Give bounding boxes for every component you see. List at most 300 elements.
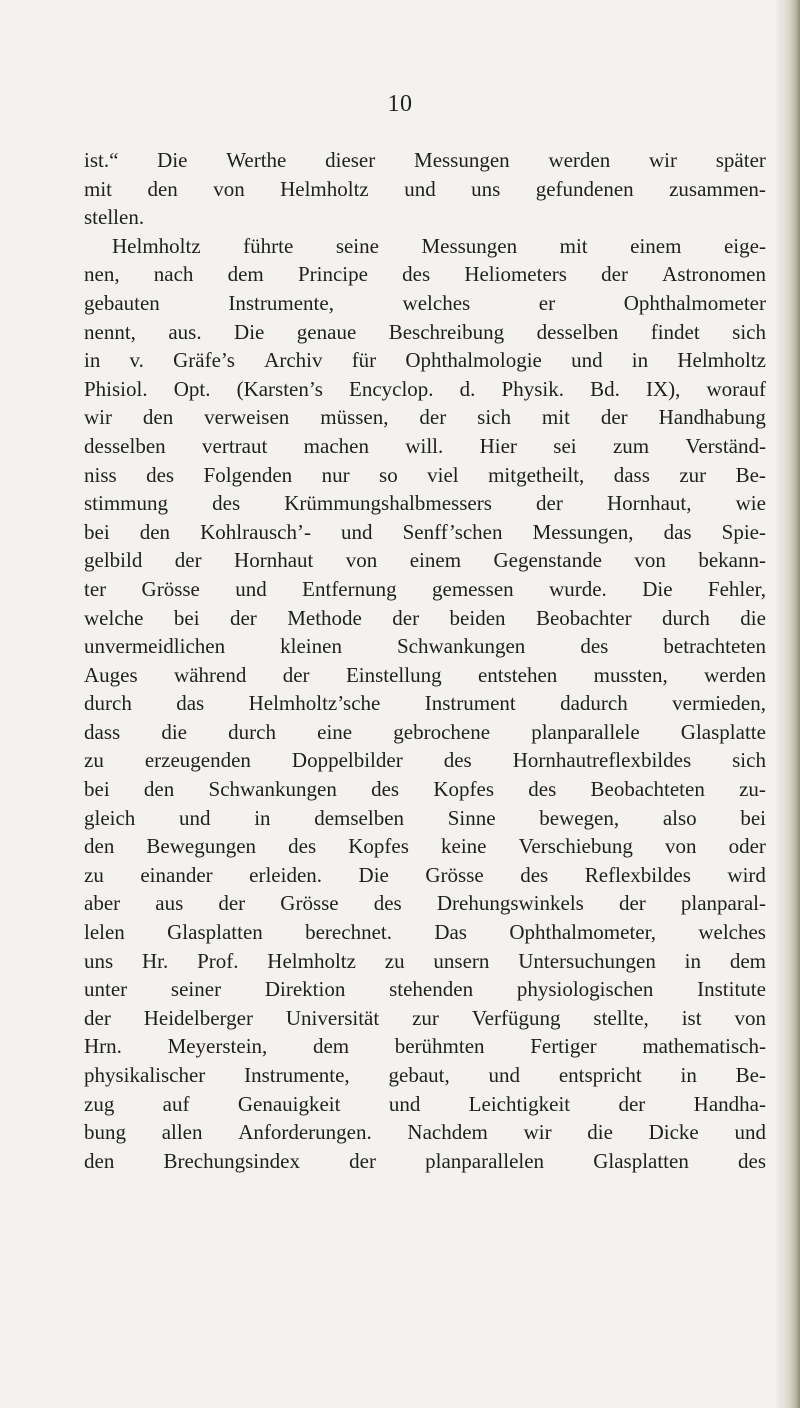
word: Astronomen: [662, 262, 766, 287]
word: Archiv: [264, 348, 323, 373]
text-line: [84, 1090, 766, 1119]
word: er: [538, 290, 556, 315]
word: führte: [243, 233, 294, 258]
text-line: [84, 804, 766, 833]
word: der: [536, 491, 563, 516]
text-line: [84, 832, 766, 861]
word: Messungen,: [532, 519, 634, 544]
word: für: [351, 348, 377, 373]
text-line: [84, 604, 766, 633]
word: Die: [157, 148, 188, 172]
text-line: [84, 632, 766, 661]
text-line: [84, 661, 766, 690]
word: Drehungswinkels: [436, 891, 584, 916]
word: Ophthalmometer: [623, 290, 766, 315]
word: bekann-: [698, 548, 766, 573]
word: Direktion: [264, 977, 346, 1002]
word: wird: [727, 862, 766, 887]
word: mit: [541, 405, 570, 430]
word: gemessen: [432, 576, 514, 601]
word: zur: [412, 1005, 439, 1030]
word: die: [587, 1120, 613, 1145]
word: Hornhautreflexbildes: [512, 748, 692, 773]
word: der: [84, 1005, 111, 1030]
word: physiologischen: [516, 977, 654, 1002]
word: Grösse: [425, 862, 484, 887]
word: Leichtigkeit: [468, 1091, 571, 1116]
word: verweisen: [204, 405, 290, 430]
word: mitgetheilt,: [488, 462, 585, 487]
word: entspricht: [558, 1063, 642, 1087]
word: mussten,: [593, 662, 668, 687]
word: Kohlrausch’-: [200, 519, 311, 544]
word: entstehen: [477, 662, 558, 687]
word: Meyerstein,: [167, 1034, 268, 1059]
word: viel: [427, 462, 459, 487]
word: den: [84, 1148, 115, 1173]
word: des: [738, 1148, 766, 1173]
word: Grösse: [280, 891, 339, 916]
word: Physik.: [501, 376, 564, 401]
word: planparallele: [531, 719, 640, 744]
body-text: [84, 146, 766, 1175]
word: Hr.: [142, 948, 169, 973]
text-line: [84, 403, 766, 432]
word: Beobachter: [535, 605, 632, 630]
word: gefundenen: [535, 176, 634, 201]
word: Helmholtz’sche: [248, 691, 381, 716]
word: den: [139, 519, 171, 544]
word: die: [740, 605, 766, 630]
word: des: [520, 862, 549, 887]
word: der: [419, 405, 447, 430]
word: lelen: [84, 920, 125, 945]
word: müssen,: [320, 405, 389, 430]
word: der: [600, 405, 628, 430]
word: und: [235, 576, 267, 601]
word: Helmholtz: [267, 948, 356, 973]
word: Encyclop.: [349, 376, 434, 401]
word: Reflexbildes: [584, 862, 691, 887]
word: Helmholtz: [677, 348, 766, 373]
word: berühmten: [394, 1034, 485, 1059]
word: Opt.: [173, 376, 211, 401]
word: gleich: [84, 805, 136, 830]
word: zu: [84, 862, 104, 887]
word: allen: [161, 1120, 203, 1145]
word: der: [618, 891, 646, 916]
word: wie: [735, 491, 766, 516]
text-line: [84, 975, 766, 1004]
word: bei: [84, 777, 110, 802]
text-line: [84, 947, 766, 976]
word: sich: [732, 319, 766, 344]
word: den: [143, 777, 175, 802]
word: Messungen: [421, 233, 518, 258]
word: Krümmungshalbmessers: [284, 491, 492, 516]
word: Glasplatte: [680, 719, 766, 744]
page-edge: [782, 0, 800, 1408]
word: seiner: [170, 977, 222, 1002]
word: gelbild: [84, 548, 143, 573]
word: dem: [312, 1034, 350, 1059]
word: einem: [630, 233, 682, 258]
word: IX),: [645, 376, 681, 401]
word: mathematisch-: [642, 1034, 766, 1059]
text-line: [84, 432, 766, 461]
word: und: [734, 1120, 766, 1145]
word: Einstellung: [345, 662, 442, 687]
word: keine: [441, 834, 487, 859]
word: Dicke: [648, 1120, 699, 1145]
word: v.: [129, 348, 144, 373]
word: Helmholtz: [280, 176, 369, 201]
word: planparal-: [680, 891, 766, 916]
word: Werthe: [226, 148, 287, 172]
word: berechnet.: [305, 920, 392, 945]
word: bung: [84, 1120, 126, 1145]
word: zum: [612, 433, 650, 458]
word: dadurch: [560, 691, 628, 716]
word: d.: [459, 376, 476, 401]
word: ist.“: [84, 148, 119, 172]
text-line: [84, 918, 766, 947]
text-line: [84, 260, 766, 289]
word: dass: [613, 462, 650, 487]
word: zur: [679, 462, 707, 487]
word: Methode: [287, 605, 362, 630]
word: Ophthalmologie: [405, 348, 542, 373]
text-line: [84, 1147, 766, 1176]
word: wurde.: [549, 576, 607, 601]
word: von: [664, 834, 697, 859]
word: sich: [732, 748, 766, 773]
word: von: [634, 548, 666, 573]
word: und: [341, 519, 373, 544]
word: gebrochene: [393, 719, 491, 744]
word: mit: [559, 233, 588, 258]
word: die: [161, 719, 187, 744]
word: der: [618, 1091, 646, 1116]
word: Verständ-: [685, 433, 766, 458]
word: in: [680, 1063, 697, 1087]
word: ter: [84, 576, 107, 601]
word: von: [345, 548, 378, 573]
word: so: [379, 462, 398, 487]
word: dass: [84, 719, 121, 744]
word: worauf: [706, 376, 766, 401]
word: Hornhaut: [234, 548, 314, 573]
word: Phisiol.: [84, 376, 148, 401]
word: Hornhaut,: [606, 491, 692, 516]
word: beiden: [449, 605, 506, 630]
word: Bd.: [590, 376, 620, 401]
word: Institute: [697, 977, 766, 1002]
page-number: 10: [387, 91, 413, 117]
word: Glasplatten: [593, 1148, 689, 1173]
word: der: [392, 605, 420, 630]
text-line: [84, 375, 766, 404]
word: bewegen,: [539, 805, 620, 830]
word: stimmung: [84, 491, 169, 516]
word: während: [174, 662, 247, 687]
word: aus.: [168, 319, 202, 344]
word: Fehler,: [707, 576, 766, 601]
word: Sinne: [447, 805, 496, 830]
word: welches: [698, 920, 766, 945]
word: zu: [84, 748, 104, 773]
word: physikalischer: [84, 1063, 206, 1087]
word: aber: [84, 891, 121, 916]
word: Beschreibung: [388, 319, 505, 344]
word: den: [147, 176, 178, 201]
word: und: [179, 805, 211, 830]
word: Universität: [285, 1005, 380, 1030]
word: aus: [155, 891, 184, 916]
word: Principe: [297, 262, 368, 287]
word: durch: [84, 691, 132, 716]
word: Beobachteten: [590, 777, 705, 802]
word: und: [404, 176, 436, 201]
word: Glasplatten: [167, 920, 263, 945]
word: das: [663, 519, 692, 544]
word: mit: [84, 176, 113, 201]
word: vermieden,: [672, 691, 766, 716]
word: des: [288, 834, 317, 859]
word: sich: [477, 405, 511, 430]
text-line: [84, 232, 766, 261]
word: bei: [740, 805, 766, 830]
word: zug: [84, 1091, 115, 1116]
word: Instrumente,: [228, 290, 334, 315]
word: machen: [303, 433, 369, 458]
word: will.: [405, 433, 444, 458]
text-line: [84, 689, 766, 718]
word: dem: [729, 948, 766, 973]
word: Be-: [735, 1063, 766, 1087]
word: in: [631, 348, 649, 373]
word: Brechungsindex: [163, 1148, 300, 1173]
word: eige-: [723, 233, 766, 258]
word: Gräfe’s: [173, 348, 235, 373]
word: der: [218, 891, 246, 916]
word: von: [734, 1005, 766, 1030]
word: vertraut: [202, 433, 268, 458]
word: von: [213, 176, 245, 201]
word: und: [488, 1063, 521, 1087]
word: des: [443, 748, 472, 773]
word: auf: [162, 1091, 190, 1116]
word: stehenden: [389, 977, 474, 1002]
text-line: [84, 861, 766, 890]
word: Verschiebung: [518, 834, 633, 859]
word: unsern: [433, 948, 490, 973]
text-line: [84, 775, 766, 804]
word: Entfernung: [302, 576, 397, 601]
word: bei: [173, 605, 200, 630]
word: des: [528, 777, 557, 802]
text-line: [84, 746, 766, 775]
word: Verfügung: [471, 1005, 561, 1030]
text-line: [84, 1118, 766, 1147]
word: durch: [662, 605, 710, 630]
word: durch: [228, 719, 276, 744]
word: Ophthalmometer,: [509, 920, 657, 945]
word: stellte,: [593, 1005, 649, 1030]
word: und: [571, 348, 603, 373]
word: genaue: [296, 319, 357, 344]
text-line: [84, 546, 766, 575]
word: also: [662, 805, 697, 830]
word: der: [282, 662, 310, 687]
word: bei: [84, 519, 110, 544]
word: unvermeidlichen: [84, 634, 226, 659]
word: niss: [84, 462, 117, 487]
text-line: [84, 1061, 766, 1090]
word: des: [212, 491, 241, 516]
word: Handha-: [693, 1091, 766, 1116]
word: später: [715, 148, 766, 172]
word: Messungen: [414, 148, 510, 172]
word: in: [254, 805, 271, 830]
word: gebaut,: [388, 1063, 450, 1087]
word: der: [349, 1148, 376, 1173]
word: des: [580, 634, 609, 659]
text-line: [84, 318, 766, 347]
word: des: [146, 462, 175, 487]
word: Heidelberger: [143, 1005, 253, 1030]
word: Prof.: [197, 948, 239, 973]
word: des: [371, 777, 400, 802]
word: Be-: [735, 462, 766, 487]
word: Instrumente,: [244, 1063, 350, 1087]
word: gebauten: [84, 290, 160, 315]
word: (Karsten’s: [236, 376, 323, 401]
word: werden: [548, 148, 611, 172]
word: Senff’schen: [402, 519, 503, 544]
word: dem: [227, 262, 264, 287]
word: Schwankungen: [397, 634, 526, 659]
word: demselben: [314, 805, 405, 830]
text-line: [84, 518, 766, 547]
word: Anforderungen.: [238, 1120, 372, 1145]
word: uns: [84, 948, 114, 973]
word: Folgenden: [203, 462, 293, 487]
text-line: [84, 175, 766, 204]
word: den: [84, 834, 115, 859]
text-line: stellen.: [84, 205, 145, 230]
word: einem: [409, 548, 462, 573]
word: einander: [140, 862, 213, 887]
word: unter: [84, 977, 128, 1002]
word: Instrument: [424, 691, 516, 716]
word: Hier: [479, 433, 517, 458]
word: wir: [649, 148, 677, 172]
word: dieser: [325, 148, 376, 172]
word: Kopfes: [433, 777, 495, 802]
word: betrachteten: [663, 634, 766, 659]
text-line: [84, 461, 766, 490]
word: Bewegungen: [146, 834, 257, 859]
word: Spie-: [721, 519, 766, 544]
word: desselben: [84, 433, 166, 458]
word: desselben: [536, 319, 619, 344]
word: Heliometers: [464, 262, 567, 287]
word: nach: [153, 262, 194, 287]
word: Die: [234, 319, 265, 344]
word: eine: [317, 719, 353, 744]
word: Genauigkeit: [237, 1091, 341, 1116]
word: der: [174, 548, 202, 573]
text-line: [84, 889, 766, 918]
word: nen,: [84, 262, 120, 287]
word: zusammen-: [669, 176, 766, 201]
word: wir: [84, 405, 112, 430]
word: Kopfes: [348, 834, 409, 859]
word: Gegenstande: [493, 548, 602, 573]
word: und: [388, 1091, 421, 1116]
word: Das: [434, 920, 467, 945]
word: kleinen: [280, 634, 342, 659]
word: Schwankungen: [208, 777, 337, 802]
word: nennt,: [84, 319, 136, 344]
text-line: [84, 718, 766, 747]
word: Doppelbilder: [291, 748, 403, 773]
text-line: [84, 289, 766, 318]
word: ist: [681, 1005, 702, 1030]
word: uns: [471, 176, 501, 201]
word: welche: [84, 605, 144, 630]
word: in: [84, 348, 101, 373]
word: der: [601, 262, 628, 287]
word: nur: [321, 462, 350, 487]
word: Auges: [84, 662, 138, 687]
word: Helmholtz: [112, 233, 201, 258]
text-line: [84, 575, 766, 604]
word: oder: [728, 834, 766, 859]
word: welches: [402, 290, 471, 315]
word: des: [402, 262, 431, 287]
word: Die: [358, 862, 389, 887]
text-line: [84, 1032, 766, 1061]
word: seine: [335, 233, 379, 258]
text-line: [84, 146, 766, 175]
word: in: [684, 948, 702, 973]
word: erleiden.: [249, 862, 323, 887]
word: den: [142, 405, 174, 430]
word: findet: [650, 319, 700, 344]
word: zu-: [739, 777, 766, 802]
word: werden: [704, 662, 766, 687]
word: wir: [523, 1120, 552, 1145]
word: Nachdem: [407, 1120, 488, 1145]
word: Handhabung: [658, 405, 766, 430]
word: Untersuchungen: [518, 948, 656, 973]
text-line: [84, 1004, 766, 1033]
text-line: [84, 489, 766, 518]
word: das: [176, 691, 205, 716]
word: des: [373, 891, 402, 916]
word: der: [229, 605, 257, 630]
word: erzeugenden: [144, 748, 251, 773]
word: Grösse: [141, 576, 200, 601]
word: sei: [553, 433, 577, 458]
word: zu: [384, 948, 405, 973]
page-edge-shadow: [774, 0, 782, 1408]
word: Hrn.: [84, 1034, 122, 1059]
text-line: [84, 346, 766, 375]
word: Fertiger: [530, 1034, 597, 1059]
